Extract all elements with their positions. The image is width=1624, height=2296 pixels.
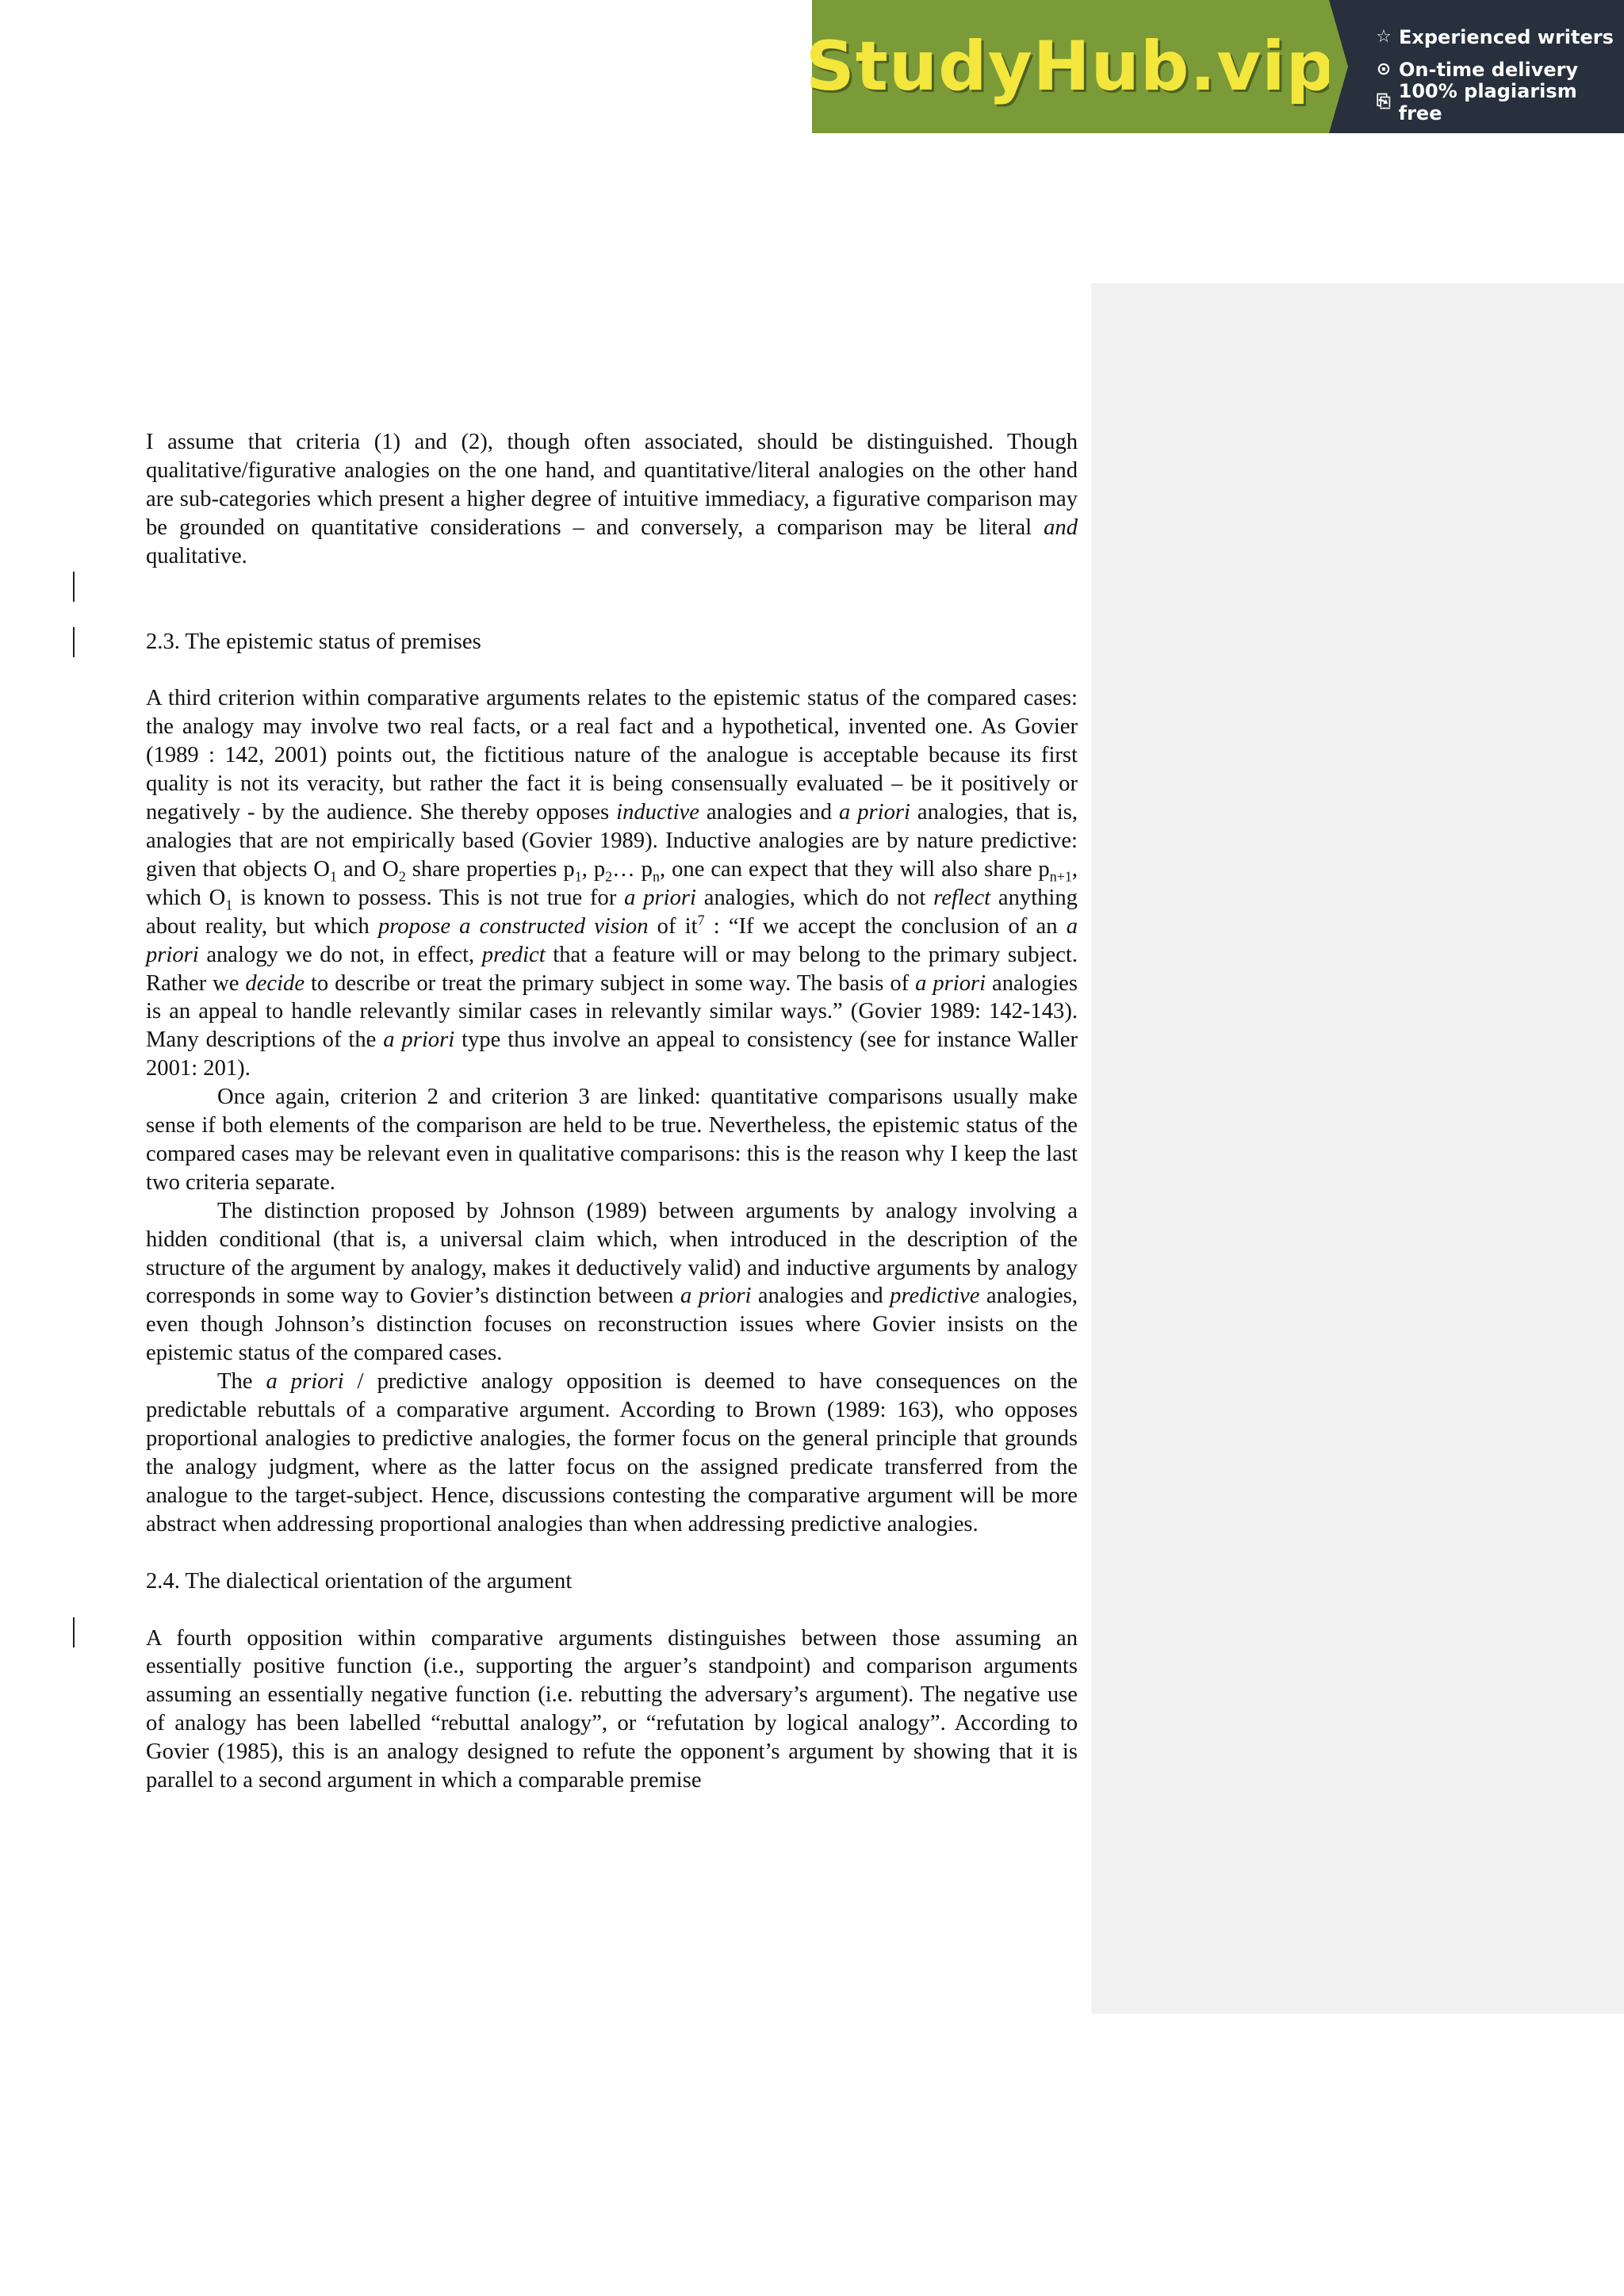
change-bar [73, 627, 75, 657]
emphasis: and [1044, 515, 1078, 540]
text: A third criterion within comparative arguments relates to the epistemic status of the compared cases: the analogy may involve two real facts, or a real fact and a hypothetical, invented one. As Govier (1989 : 142, 2001) points out, the fictitious nature of the analogue is acceptable because its first quality is not its veracity, but rather the fact it is being consensually evaluated – be it positively or negatively - by the audience. She thereby opposes [146, 686, 1078, 825]
text: , p [581, 856, 606, 882]
text: : “If we accept the conclusion of an [704, 913, 1067, 939]
text: analogies, even though Johnson’s distinction focuses on reconstruction issues where Govier insists on the epistemic status of the compared cases. [146, 1284, 1078, 1366]
emphasis: propose a constructed vision [377, 913, 649, 939]
text: The distinction proposed by Johnson (1989) between arguments by analogy involving a hidden conditional (that is, a universal claim which, when introduced in the description of the structure of the argument by analogy, makes it deductively valid) and inductive arguments by analogy corresponds in some way to Govier’s distinction between [146, 1198, 1078, 1309]
text: The [217, 1369, 266, 1395]
studyhub-banner[interactable] [805, 0, 1624, 133]
text: to describe or treat the primary subject in some way. The basis of [304, 970, 916, 996]
text: I assume that criteria (1) and (2), though often associated, should be distinguished. Though qualitative/figurative analogies on the one hand, and quantitative/literal analogies on the other hand are sub-categories which present a higher degree of intuitive immediacy, a figurative comparison may be grounded on quantitative considerations – and conversely, a comparison may be literal [146, 430, 1078, 540]
studyhub-logo[interactable] [805, 0, 1336, 133]
text: type thus involve an appeal to consistency (see for instance Waller 2001: 201). [146, 1027, 1078, 1081]
section-heading-2-4: 2.4. The dialectical orientation of the argument [146, 1568, 573, 1594]
star-outline-icon: ☆ [1376, 27, 1392, 47]
subscript: n+1 [1049, 868, 1072, 885]
copy-document-icon: ⎘ [1377, 92, 1391, 112]
spacer [146, 571, 1078, 628]
subscript: 1 [574, 868, 582, 885]
text: analogy we do not, in effect, [198, 942, 482, 967]
emphasis: a priori [383, 1027, 455, 1053]
paragraph [146, 1197, 1078, 1368]
emphasis: predictive [890, 1284, 980, 1309]
feature-plagiarism-free [1373, 79, 1624, 124]
subscript: 2 [398, 868, 406, 885]
text: analogies is an appeal to handle relevantly similar cases in relevantly similar ways.” (Govier 1989: 142-143). Many descriptions of the [146, 970, 1078, 1053]
emphasis: a priori [146, 913, 1078, 967]
banner-features-list [1329, 0, 1624, 133]
subscript: 1 [225, 897, 233, 913]
text: analogies, which do not [695, 885, 934, 910]
text: , which O [146, 856, 1078, 910]
text: … p [612, 856, 653, 882]
text: that a feature will or may belong to the primary subject. Rather we [146, 942, 1078, 996]
text: of it [648, 913, 698, 939]
feature-label: On-time delivery [1399, 58, 1579, 81]
feature-label: 100% plagiarism free [1398, 79, 1577, 124]
subscript: n [652, 868, 660, 885]
feature-label: Experienced writers [1399, 25, 1614, 48]
text: and O [336, 856, 399, 882]
emphasis: reflect [933, 885, 991, 910]
emphasis: inductive [616, 800, 699, 825]
subscript: 2 [605, 868, 613, 885]
spacer [146, 656, 1078, 684]
text: analogies and [751, 1284, 891, 1309]
text: share properties p [405, 856, 575, 882]
text: is known to possess. This is not true for [232, 885, 625, 910]
text: anything about reality, but which [146, 885, 1078, 939]
spacer [146, 1539, 1078, 1567]
comment-sidebar [1091, 283, 1624, 2014]
change-bar [73, 1617, 75, 1647]
footnote-ref[interactable]: 7 [697, 912, 705, 928]
emphasis: a priori [266, 1369, 344, 1395]
subscript: 1 [329, 868, 337, 885]
paragraph [146, 1368, 1078, 1538]
paragraph: A fourth opposition within comparative arguments distinguishes between those assuming an essentially positive function (i.e., supporting the arguer’s standpoint) and comparison arguments assuming an essentially negative function (i.e. rebutting the adversary’s argument). The negative use of analogy has been labelled “rebuttal analogy”, or “refutation by logical analogy”. According to Govier (1985), this is an analogy designed to refute the opponent’s argument by showing that it is parallel to a second argument in which a comparable premise [146, 1625, 1078, 1793]
text: , one can expect that they will also share p [659, 856, 1050, 882]
spacer [146, 1596, 1078, 1624]
emphasis: a priori [915, 970, 986, 996]
change-bar [73, 572, 75, 602]
text: analogies, that is, analogies that are not empirically based (Govier 1989). Inductive analogies are by nature predictive: given that objects O [146, 800, 1078, 882]
feature-experienced-writers [1373, 21, 1624, 53]
text: analogies and [699, 800, 840, 825]
text: / predictive analogy opposition is deemed to have consequences on the predictable rebuttals of a comparative argument. According to Brown (1989: 163), who opposes proportional analogies to predictive analogies, the former focus on the general principle that grounds the analogy judgment, where as the latter focus on the assigned predicate transferred from the analogue to the target-subject. Hence, discussions contesting the comparative argument will be more abstract when addressing proportional analogies than when addressing predictive analogies. [146, 1369, 1078, 1536]
clock-icon: ⊙ [1376, 59, 1392, 79]
paragraph [146, 684, 1078, 1083]
section-heading-2-3: 2.3. The epistemic status of premises [146, 629, 481, 654]
text: qualitative. [146, 543, 247, 568]
emphasis: a priori [624, 885, 696, 910]
paragraph [146, 428, 1078, 571]
emphasis: a priori [680, 1284, 752, 1309]
emphasis: a priori [839, 800, 910, 825]
emphasis: predict [481, 942, 546, 967]
emphasis: decide [245, 970, 305, 996]
paragraph: Once again, criterion 2 and criterion 3 are linked: quantitative comparisons usually make sense if both elements of the comparison are held to be true. Nevertheless, the epistemic status of the compared cases may be relevant even in qualitative comparisons: this is the reason why I keep the last two criteria separate. [146, 1085, 1078, 1195]
logo-text: StudyHub.vip [805, 27, 1336, 106]
document-body [146, 428, 1078, 1795]
